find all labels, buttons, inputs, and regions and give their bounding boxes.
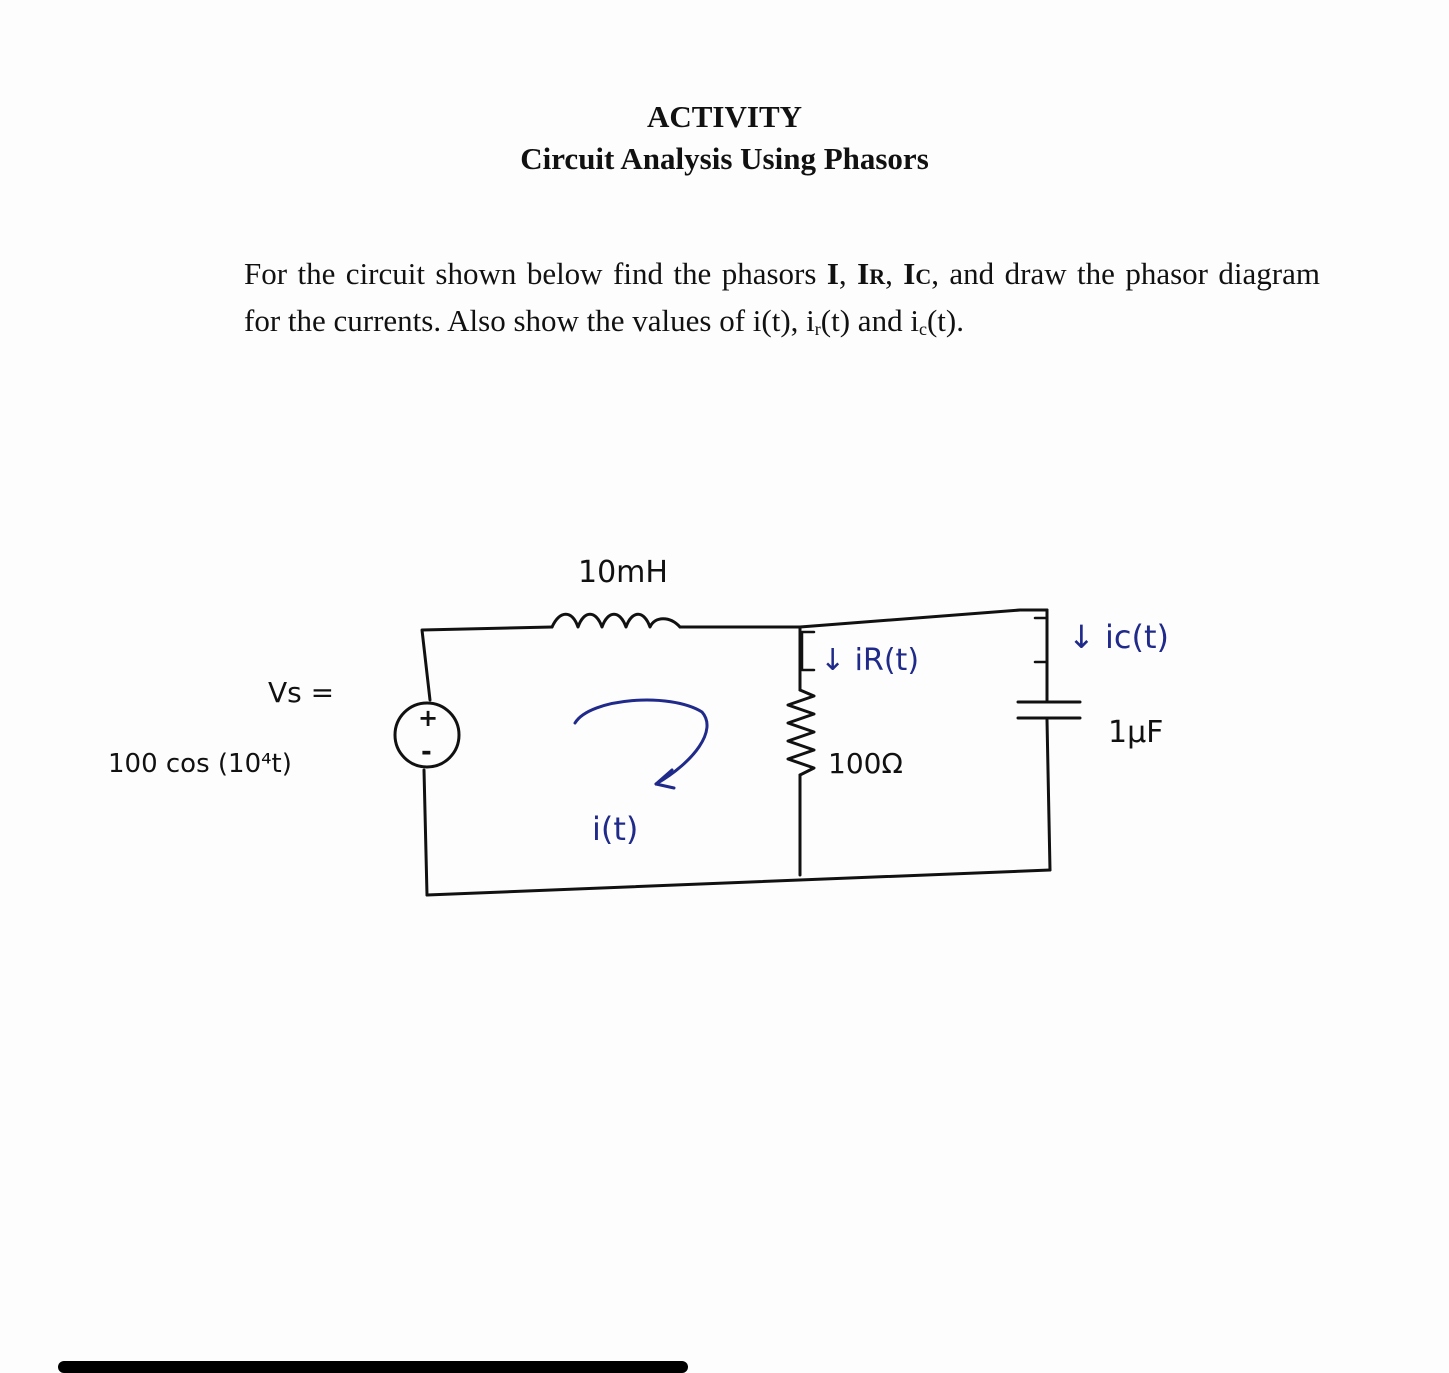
- page-title: ACTIVITY: [646, 99, 803, 134]
- phasor-ic: [903, 256, 931, 291]
- phasor-ir: [857, 256, 885, 291]
- wire-source-bottom: [424, 770, 427, 895]
- capacitor-current-label: ↓ ic(t): [1068, 618, 1169, 656]
- source-label-line1: Vs =: [268, 676, 335, 709]
- phasor-i: I: [826, 256, 839, 291]
- resistor-label: 100Ω: [828, 747, 903, 780]
- resistor-branch-bracket: [802, 632, 814, 670]
- problem-text-3: (t) and i: [820, 303, 919, 338]
- problem-sep-2: ,: [885, 256, 904, 291]
- source-plus: +: [418, 704, 439, 732]
- wire-bottom: [427, 870, 1050, 895]
- problem-text-1: For the circuit shown below find the phasors: [244, 256, 827, 291]
- circuit-diagram: [90, 530, 1290, 930]
- resistor-zigzag: [788, 690, 814, 775]
- ic-subscript: c: [918, 319, 927, 339]
- page-header: [0, 96, 1449, 180]
- problem-sep-1: ,: [838, 256, 858, 291]
- phasor-ir-sub: R: [869, 264, 886, 289]
- page-subtitle: Circuit Analysis Using Phasors: [520, 141, 929, 176]
- ir-subscript: r: [814, 319, 821, 339]
- problem-text-2: , and draw the phasor diagram for the currents. Also show the values of i(t), i: [244, 256, 1320, 338]
- phasor-ic-sub: C: [915, 264, 932, 289]
- problem-text-4: (t).: [926, 303, 964, 338]
- inductor-label: 10mH: [578, 555, 668, 590]
- loop-current-arrow: [575, 700, 707, 784]
- problem-statement: [244, 252, 1320, 343]
- inductor-coil: [552, 614, 680, 627]
- resistor-current-label: ↓ iR(t): [820, 643, 920, 678]
- phasor-ir-main: I: [857, 256, 870, 291]
- capacitor-label: 1μF: [1108, 715, 1164, 750]
- phasor-ic-main: I: [903, 256, 916, 291]
- cap-branch-bracket: [1035, 618, 1047, 662]
- home-indicator-bar[interactable]: [58, 1361, 688, 1373]
- wire-left-top: [422, 627, 552, 700]
- wire-cap-bottom: [1047, 720, 1050, 870]
- source-minus: -: [421, 737, 432, 767]
- wire-top-mid: [680, 610, 1047, 627]
- loop-current-label: i(t): [592, 810, 639, 848]
- source-label-line2: 100 cos (10⁴t): [108, 749, 292, 779]
